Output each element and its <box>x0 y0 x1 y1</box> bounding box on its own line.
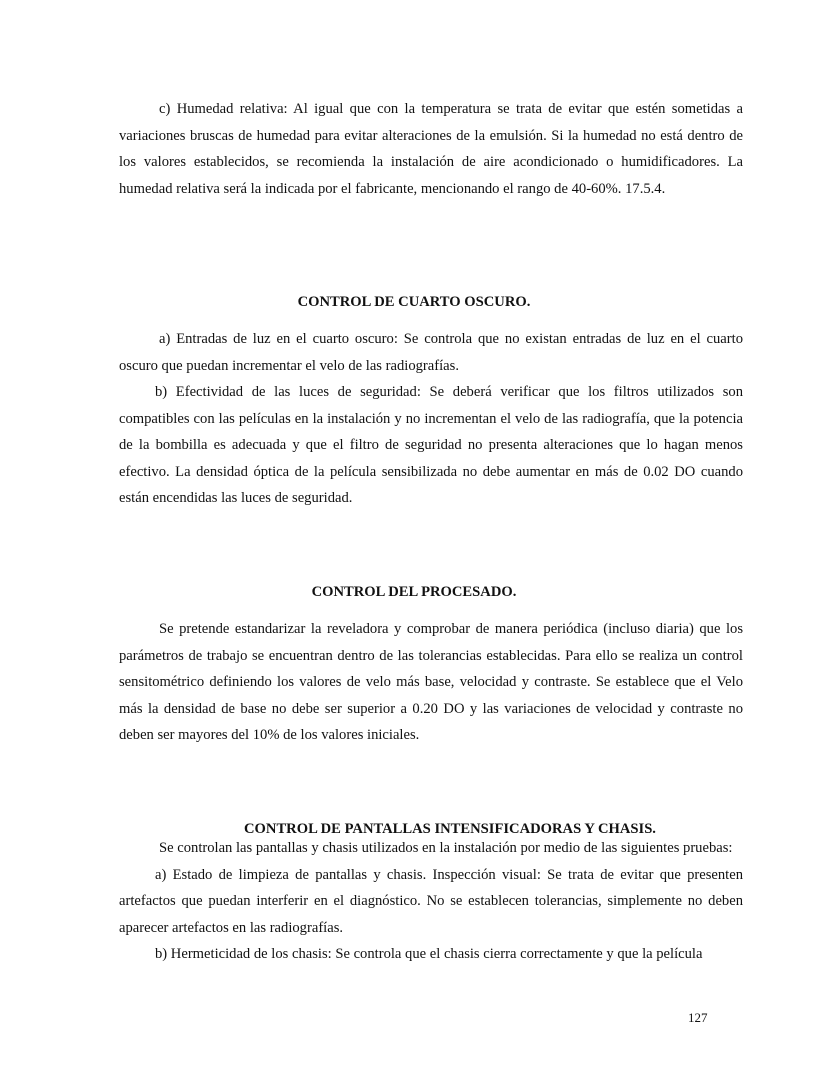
section-cuarto-oscuro <box>119 326 743 512</box>
section-humedad <box>119 96 743 202</box>
paragraph-limpieza: a) Estado de limpieza de pantallas y chasis. Inspección visual: Se trata de evitar que presenten artefactos que puedan interferir en el diagnóstico. No se establecen tolerancias, simplemente no deben aparecer artefactos en las radiografías. <box>119 866 743 936</box>
paragraph-luces-seguridad: b) Efectividad de las luces de seguridad: Se deberá verificar que los filtros utilizados son compatibles con las películas en la instalación y no incrementan el velo de las radiografía, que la potencia de la bombilla es adecuada y que el filtro de seguridad no presenta alteraciones que lo hagan menos efectivo. La densidad óptica de la película sensibilizada no debe aumentar en más de 0.02 DO cuando están encendidas las luces de seguridad. <box>119 384 743 506</box>
heading-control-pantallas: CONTROL DE PANTALLAS INTENSIFICADORAS Y CHASIS. <box>244 821 656 837</box>
section-pantallas <box>119 835 743 968</box>
paragraph-hermeticidad: b) Hermeticidad de los chasis: Se controla que el chasis cierra correctamente y que la película <box>155 946 703 962</box>
section-procesado <box>119 616 743 749</box>
paragraph-humedad-relativa: c) Humedad relativa: Al igual que con la temperatura se trata de evitar que estén sometidas a variaciones bruscas de humedad para evitar alteraciones de la emulsión. Si la humedad no está dentro de los valores establecidos, se recomienda la instalación de aire acondicionado o humidificadores. La humedad relativa será la indicada por el fabricante, mencionando el rango de 40-60%. 17.5.4. <box>119 101 743 197</box>
page-number: 127 <box>688 1010 708 1025</box>
paragraph-pantallas-intro: Se controlan las pantallas y chasis utilizados en la instalación por medio de las siguientes pruebas: <box>159 840 733 856</box>
paragraph-entradas-luz: a) Entradas de luz en el cuarto oscuro: Se controla que no existan entradas de luz en el cuarto oscuro que puedan incrementar el velo de las radiografías. <box>119 331 743 374</box>
paragraph-procesado: Se pretende estandarizar la reveladora y comprobar de manera periódica (incluso diaria) que los parámetros de trabajo se encuentran dentro de las tolerancias establecidas. Para ello se realiza un control sensitométrico definiendo los valores de velo más base, velocidad y contraste. Se establece que el Velo más la densidad de base no debe ser superior a 0.20 DO y las variaciones de velocidad y contraste no deben ser mayores del 10% de los valores iniciales. <box>119 621 743 743</box>
heading-control-cuarto-oscuro: CONTROL DE CUARTO OSCURO. <box>297 294 531 310</box>
heading-control-procesado: CONTROL DEL PROCESADO. <box>311 584 517 600</box>
